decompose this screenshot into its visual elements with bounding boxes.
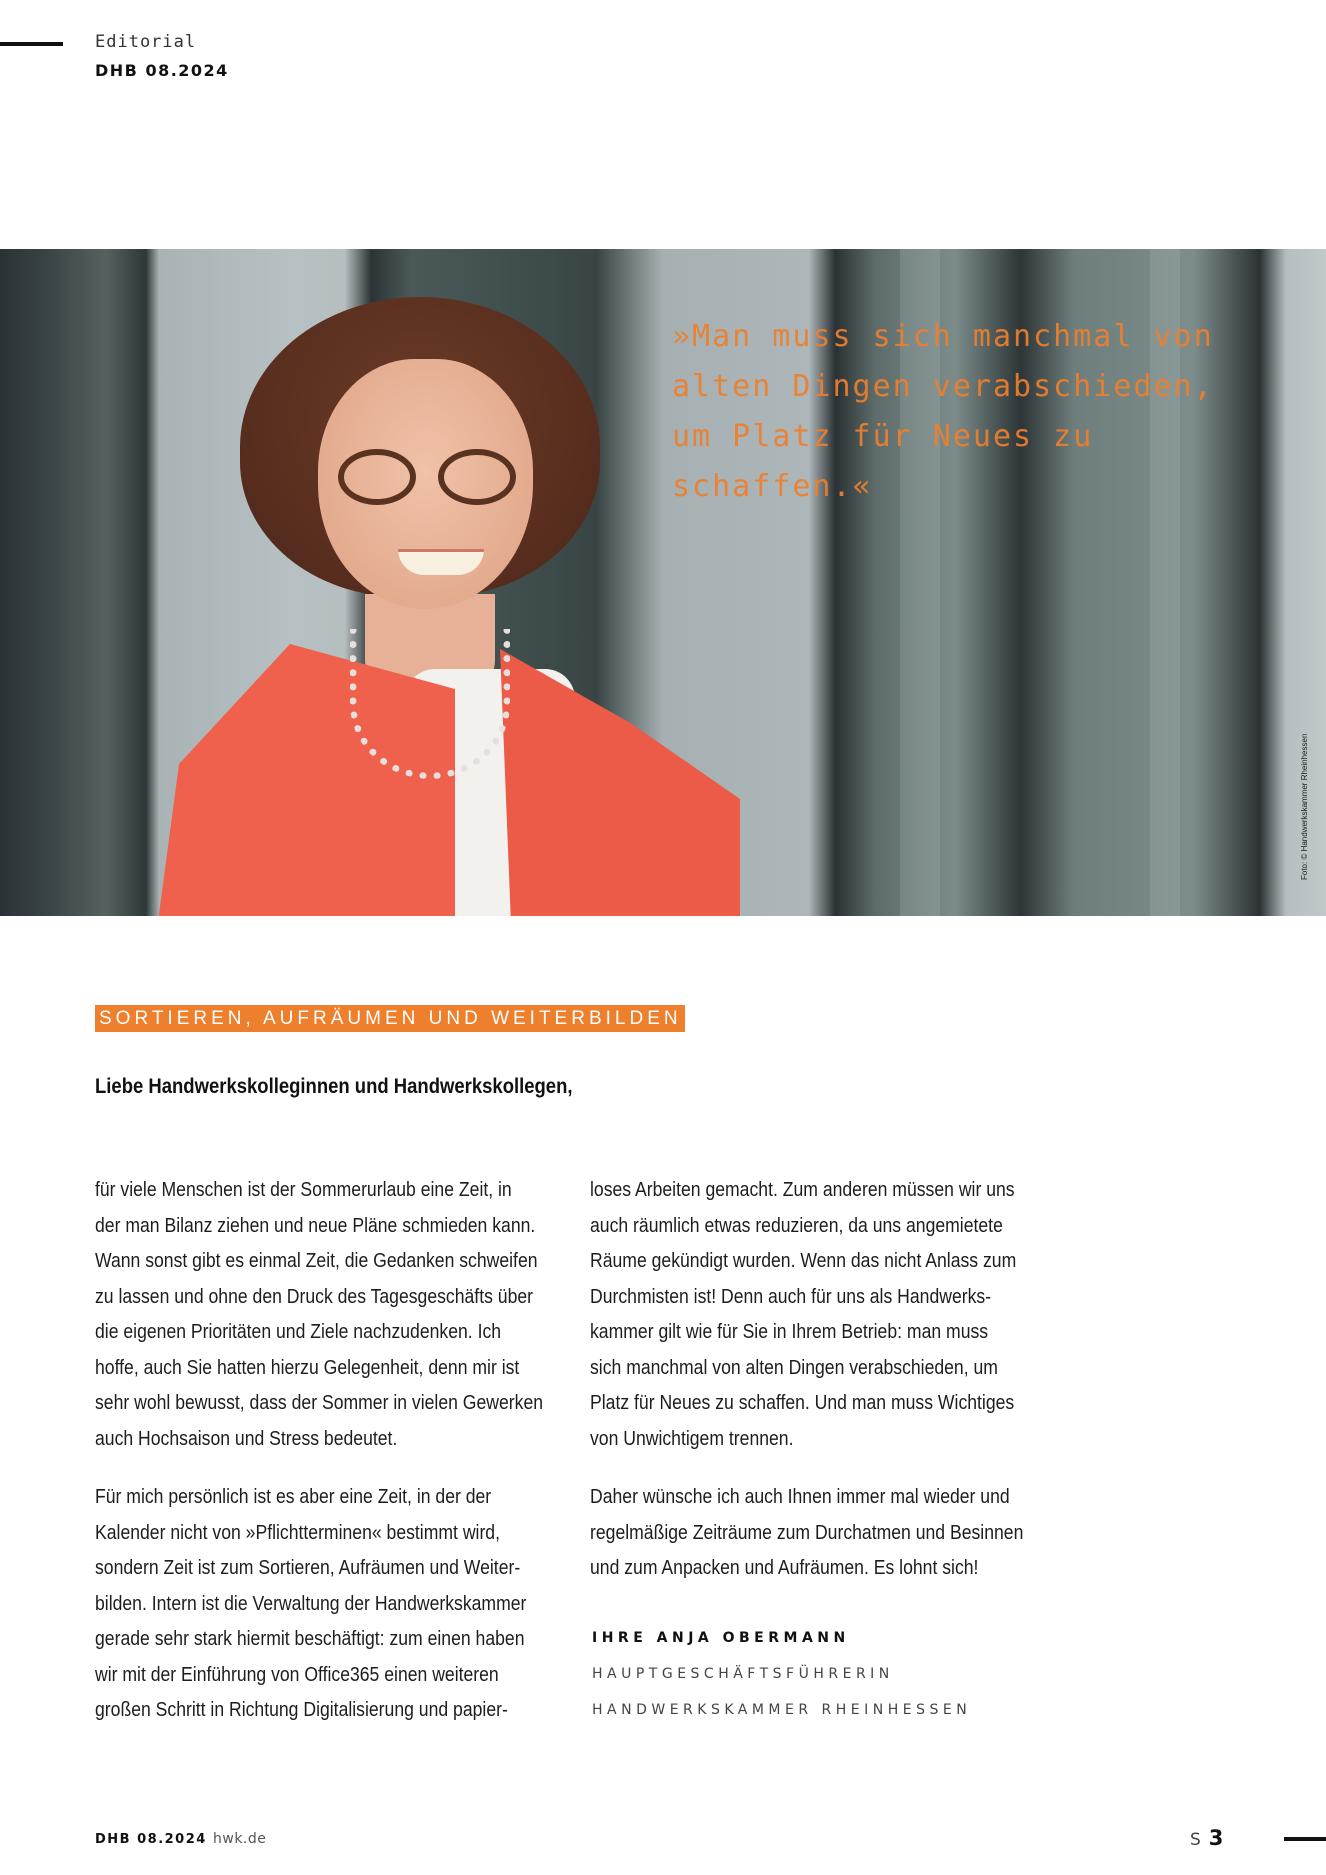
text-line: sondern Zeit ist zum Sortieren, Aufräumen und Weiter- [95,1557,521,1579]
text-line: Durchmisten ist! Denn auch für uns als Handwerks- [590,1285,992,1308]
footer-rule [1284,1837,1326,1841]
issue-label: DHB 08.2024 [95,61,229,80]
text-line: und zum Anpacken und Aufräumen. Es lohnt sich! [590,1557,979,1579]
text-line: für viele Menschen ist der Sommerurlaub eine Zeit, in [95,1179,512,1201]
page-prefix: S [1190,1830,1201,1850]
body-column-right [590,1173,1065,1587]
text-line: kammer gilt wie für Sie in Ihrem Betrieb: man muss [590,1321,989,1343]
photo-credit: Foto: © Handwerkskammer Rheinhessen [1300,733,1309,880]
body-column-left [95,1173,570,1729]
text-line: Platz für Neues zu schaffen. Und man muss Wichtiges [590,1392,1015,1414]
text-line: sich manchmal von alten Dingen verabschieden, um [590,1356,998,1379]
footer-issue: DHB 08.2024 [95,1832,207,1847]
text-line: auch räumlich etwas reduzieren, da uns angemietete [590,1214,1003,1237]
text-line: loses Arbeiten gemacht. Zum anderen müssen wir uns [590,1179,1015,1201]
text-line: Kalender nicht von »Pflichtterminen« bestimmt wird, [95,1521,500,1544]
text-line: Daher wünsche ich auch Ihnen immer mal wieder und [590,1486,1010,1508]
page-number-value: 3 [1208,1826,1224,1850]
text-line: hoffe, auch Sie hatten hierzu Gelegenheit, denn mir ist [95,1356,520,1379]
portrait-smile [398,549,484,575]
portrait-glasses [338,449,518,505]
paragraph [590,1173,1065,1457]
text-line: der man Bilanz ziehen und neue Pläne schmieden kann. [95,1214,536,1237]
paragraph [590,1480,1065,1587]
text-line: die eigenen Prioritäten und Ziele nachzudenken. Ich [95,1321,502,1343]
pull-quote: »Man muss sich manchmal von alten Dingen verabschieden, um Platz für Neues zu schaffen.« [672,319,1214,504]
text-line: regelmäßige Zeiträume zum Durchatmen und Besinnen [590,1521,1024,1544]
signature-organization: HANDWERKSKAMMER RHEINHESSEN [592,1702,972,1718]
text-line: gerade sehr stark hiermit beschäftigt: zum einen haben [95,1628,525,1650]
footer-url-link[interactable]: hwk.de [213,1831,267,1847]
signature-title: HAUPTGESCHÄFTSFÜHRERIN [592,1666,894,1682]
text-line: auch Hochsaison und Stress bedeutet. [95,1427,398,1450]
portrait-jacket-right [500,649,740,916]
paragraph [95,1480,570,1729]
text-line: zu lassen und ohne den Druck des Tagesgeschäfts über [95,1285,534,1308]
section-label: Editorial [95,32,197,52]
page-number [1190,1826,1223,1850]
text-line: Für mich persönlich ist es aber eine Zeit, in der der [95,1486,492,1508]
salutation: Liebe Handwerkskolleginnen und Handwerkskollegen, [95,1075,573,1098]
signature-name: IHRE ANJA OBERMANN [592,1630,850,1646]
text-line: Wann sonst gibt es einmal Zeit, die Gedanken schweifen [95,1250,538,1272]
text-line: großen Schritt in Richtung Digitalisierung und papier- [95,1699,508,1721]
article-kicker: SORTIEREN, AUFRÄUMEN UND WEITERBILDEN [95,1005,685,1032]
paragraph [95,1173,570,1457]
text-line: sehr wohl bewusst, dass der Sommer in vielen Gewerken [95,1392,544,1414]
text-line: Räume gekündigt wurden. Wenn das nicht Anlass zum [590,1250,1017,1272]
portrait-necklace [350,629,510,779]
text-line: wir mit der Einführung von Office365 einen weiteren [95,1663,499,1686]
text-line: bilden. Intern ist die Verwaltung der Handwerkskammer [95,1592,527,1615]
text-line: von Unwichtigem trennen. [590,1427,794,1450]
header-rule [0,42,63,46]
